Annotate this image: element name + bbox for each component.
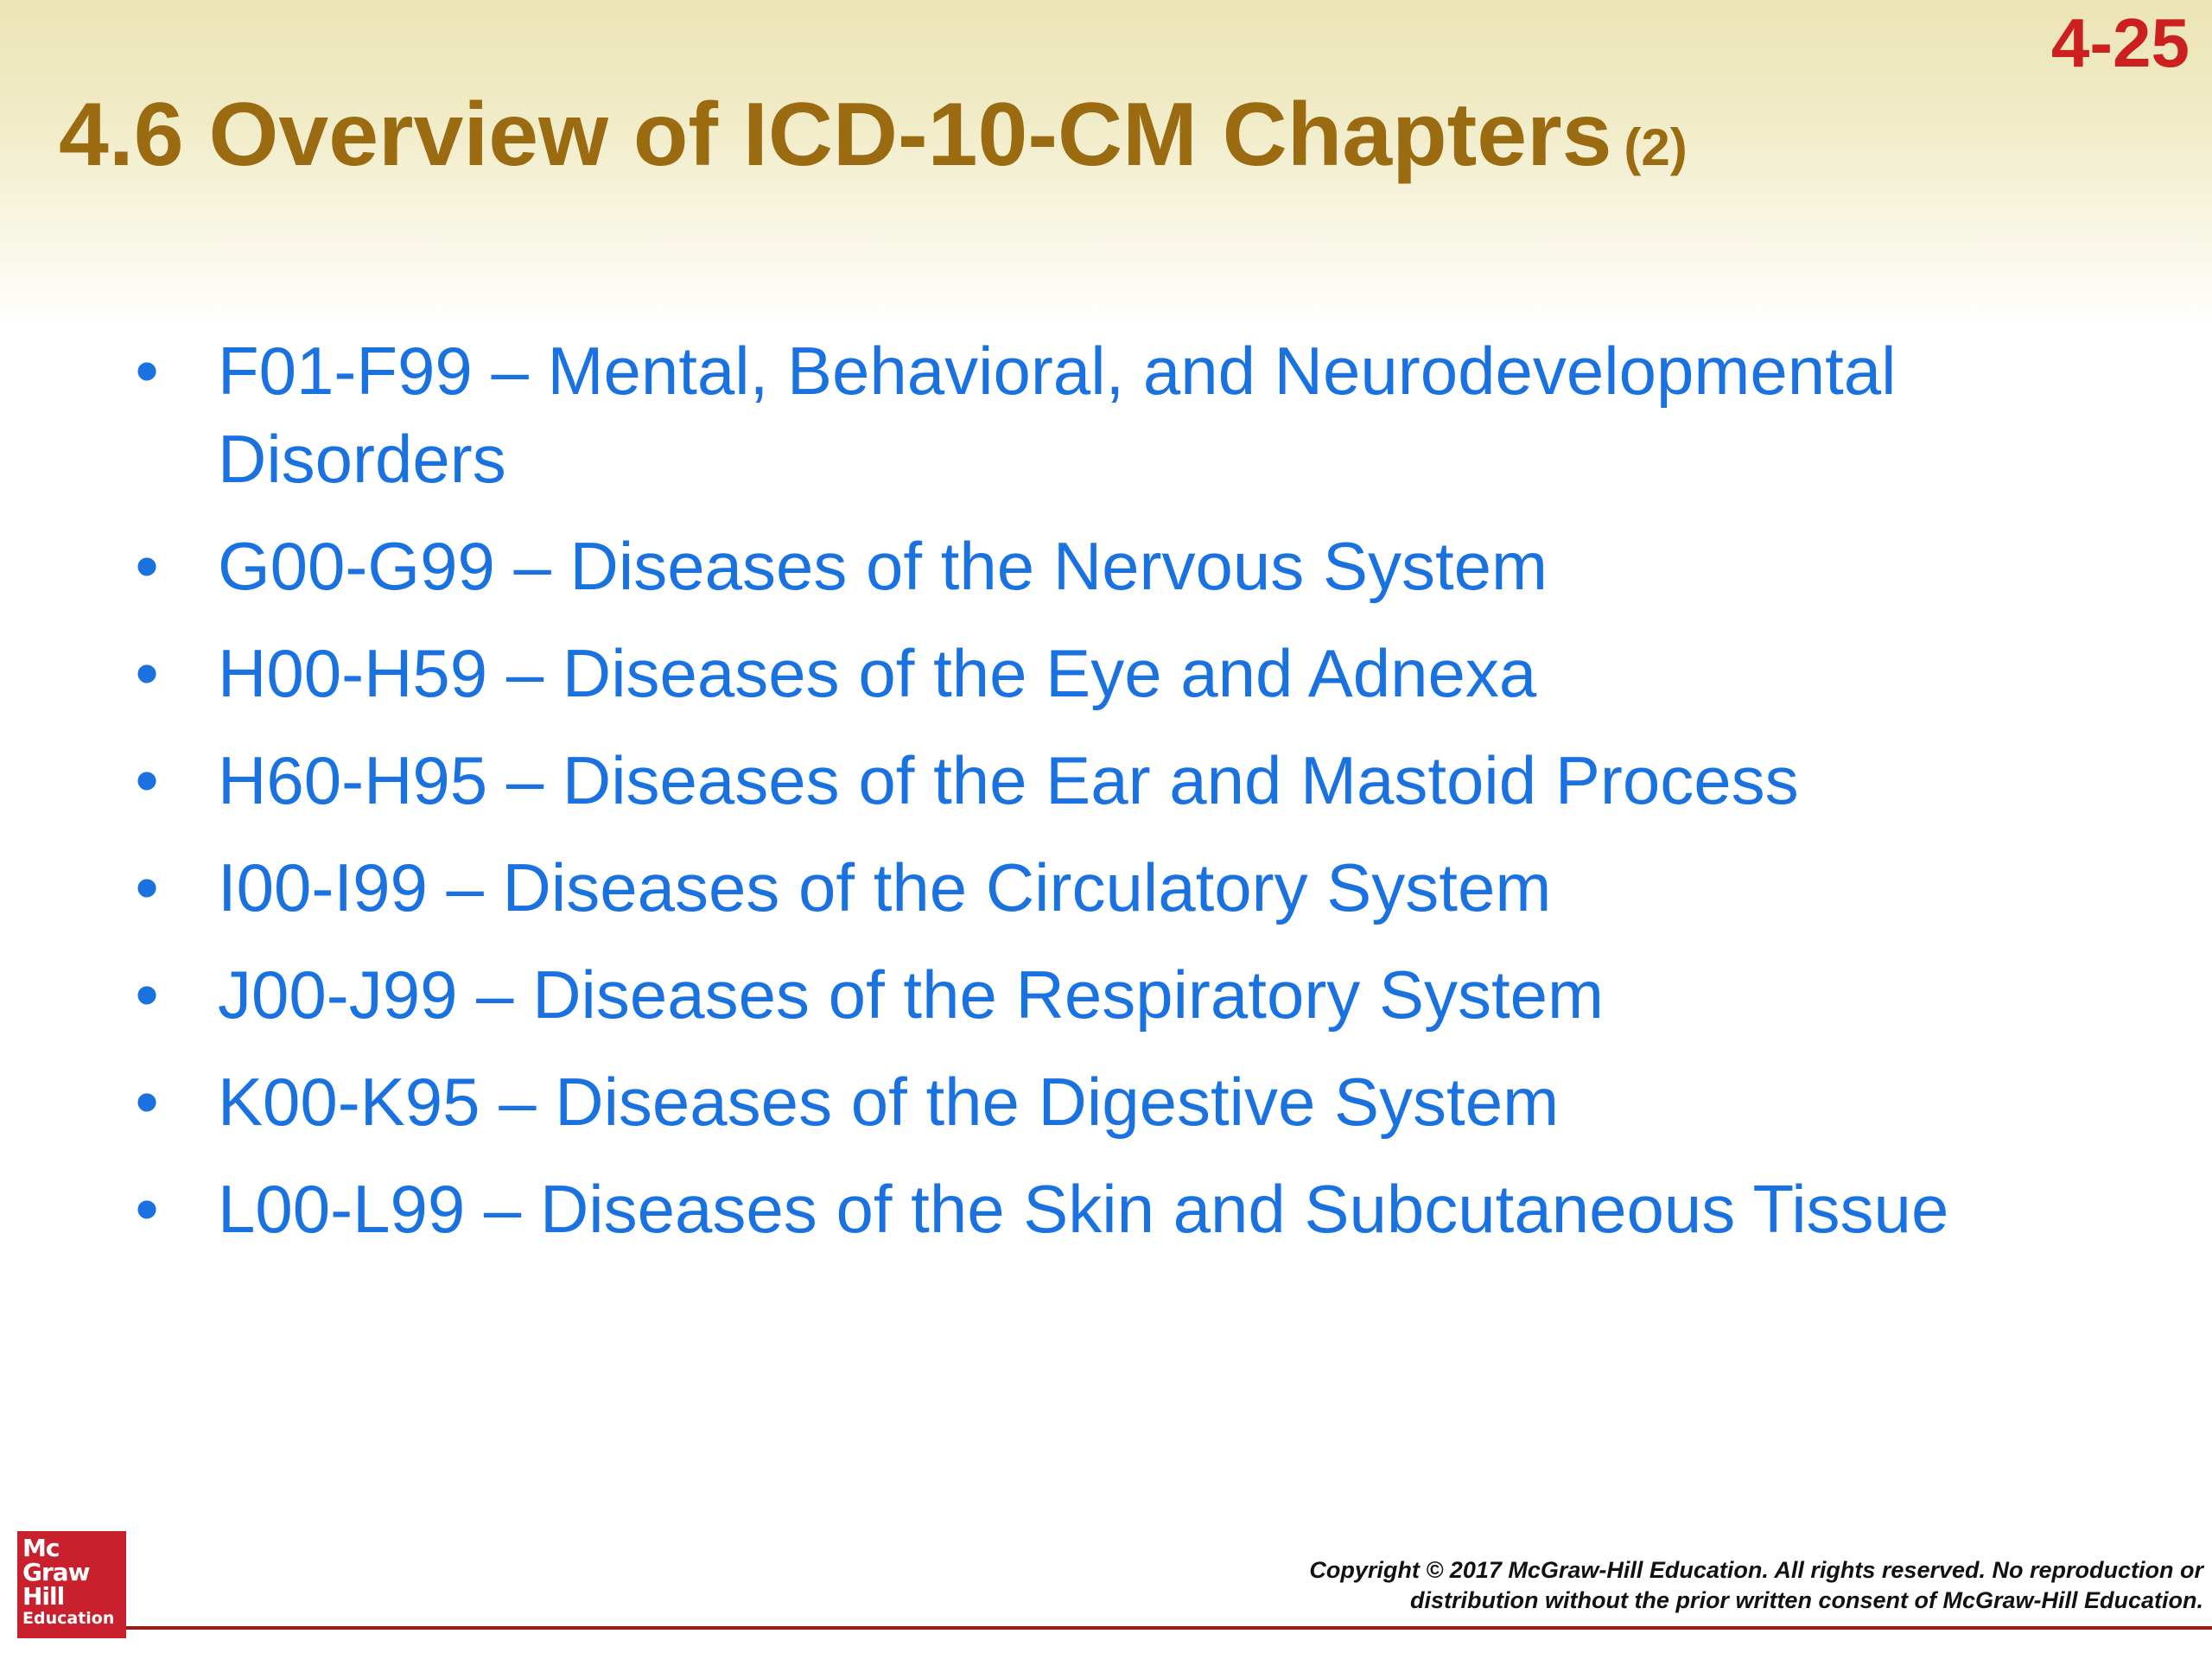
slide-title-main: 4.6 Overview of ICD-10-CM Chapters (59, 85, 1612, 185)
mcgraw-hill-logo (17, 1531, 126, 1638)
bullet-icon: • (135, 333, 159, 409)
list-item-text: H60-H95 – Diseases of the Ear and Mastoid Process (218, 742, 1799, 818)
list-item-text: K00-K95 – Diseases of the Digestive System (218, 1064, 1560, 1140)
list-item-text: I00-I99 – Diseases of the Circulatory System (218, 849, 1552, 925)
bullet-icon: • (135, 635, 159, 711)
list-item (130, 950, 2117, 1039)
logo-line: Hill (22, 1582, 65, 1611)
list-item-text: H00-H59 – Diseases of the Eye and Adnexa (218, 635, 1537, 711)
logo-line: Education (22, 1609, 115, 1628)
bullet-icon: • (135, 1171, 159, 1247)
chapter-list (130, 327, 2117, 1272)
bullet-icon: • (135, 1064, 159, 1140)
list-item (130, 1165, 2117, 1253)
list-item (130, 843, 2117, 931)
copyright-line: Copyright © 2017 McGraw-Hill Education. All rights reserved. No reproduction or (1309, 1557, 2203, 1583)
list-item-text: L00-L99 – Diseases of the Skin and Subcutaneous Tissue (218, 1171, 1949, 1247)
list-item-text: G00-G99 – Diseases of the Nervous System (218, 528, 1548, 604)
slide-title (59, 85, 1688, 185)
slide-title-suffix: (2) (1624, 118, 1688, 176)
bullet-icon: • (135, 957, 159, 1033)
logo-line: Graw (22, 1558, 90, 1586)
list-item (130, 327, 2117, 503)
copyright-line: distribution without the prior written consent of McGraw-Hill Education. (1410, 1587, 2203, 1613)
slide-number: 4-25 (2050, 4, 2190, 81)
list-item-text: F01-F99 – Mental, Behavioral, and Neurodevelopmental Disorders (218, 333, 1897, 497)
list-item (130, 736, 2117, 824)
list-item (130, 1058, 2117, 1146)
logo-line: Mc (22, 1534, 60, 1562)
list-item-text: J00-J99 – Diseases of the Respiratory System (218, 957, 1605, 1033)
footer-divider (126, 1626, 2212, 1630)
list-item (130, 629, 2117, 717)
copyright-notice (1309, 1555, 2203, 1616)
bullet-icon: • (135, 528, 159, 604)
list-item (130, 522, 2117, 610)
bullet-icon: • (135, 849, 159, 925)
bullet-icon: • (135, 742, 159, 818)
